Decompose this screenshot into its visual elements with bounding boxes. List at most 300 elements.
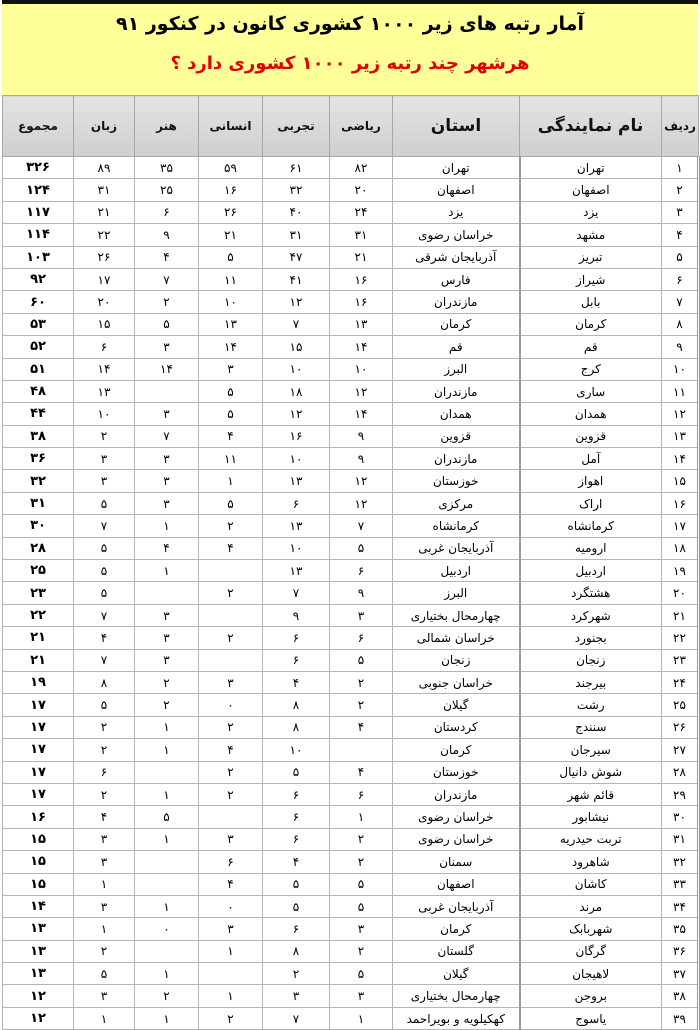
cell-experimental: ۸ <box>263 940 330 962</box>
cell-name: بروجن <box>520 985 662 1007</box>
cell-experimental: ۶ <box>263 828 330 850</box>
cell-language: ۶ <box>74 336 135 358</box>
cell-humanities: ۱ <box>199 985 263 1007</box>
cell-total: ۹۲ <box>3 268 74 290</box>
cell-experimental: ۷ <box>263 582 330 604</box>
cell-province: آذربایجان شرقی <box>393 246 520 268</box>
cell-humanities: ۲ <box>199 515 263 537</box>
cell-idx: ۱۸ <box>662 537 699 559</box>
cell-province: مازندران <box>393 291 520 313</box>
cell-language: ۲۱ <box>74 201 135 223</box>
cell-experimental: ۶ <box>263 492 330 514</box>
cell-experimental: ۷ <box>263 1007 330 1029</box>
cell-province: چهارمحال بختیاری <box>393 985 520 1007</box>
cell-province: چهارمحال بختیاری <box>393 604 520 626</box>
table-row <box>3 694 699 716</box>
cell-language: ۱ <box>74 918 135 940</box>
cell-math: ۲ <box>330 828 393 850</box>
cell-total: ۲۳ <box>3 582 74 604</box>
table-row <box>3 291 699 313</box>
page-title: آمار رتبه های زیر ۱۰۰۰ کشوری کانون در کنکور ۹۱ <box>116 13 584 35</box>
cell-province: اردبیل <box>393 560 520 582</box>
cell-name: بابل <box>520 291 662 313</box>
table-row <box>3 470 699 492</box>
cell-math: ۲ <box>330 851 393 873</box>
cell-experimental: ۶۱ <box>263 157 330 179</box>
cell-idx: ۲۵ <box>662 694 699 716</box>
cell-humanities: ۱۴ <box>199 336 263 358</box>
table-row <box>3 403 699 425</box>
table-row <box>3 604 699 626</box>
cell-humanities: ۵ <box>199 246 263 268</box>
cell-language: ۱۳ <box>74 380 135 402</box>
cell-total: ۴۸ <box>3 380 74 402</box>
cell-language: ۱ <box>74 1007 135 1029</box>
cell-name: یاسوج <box>520 1007 662 1029</box>
header-language: زبان <box>74 96 135 157</box>
cell-experimental: ۱۳ <box>263 560 330 582</box>
cell-art: ۱ <box>135 963 199 985</box>
cell-name: ساری <box>520 380 662 402</box>
table-row <box>3 940 699 962</box>
cell-total: ۱۲ <box>3 985 74 1007</box>
cell-idx: ۳۱ <box>662 828 699 850</box>
cell-experimental: ۶ <box>263 918 330 940</box>
cell-province: مازندران <box>393 380 520 402</box>
cell-province: اصفهان <box>393 873 520 895</box>
cell-experimental: ۱۸ <box>263 380 330 402</box>
cell-art: ۴ <box>135 537 199 559</box>
cell-art: ۳ <box>135 604 199 626</box>
cell-name: آمل <box>520 448 662 470</box>
cell-experimental: ۸ <box>263 694 330 716</box>
table-row <box>3 425 699 447</box>
cell-art: ۷ <box>135 268 199 290</box>
cell-name: تهران <box>520 157 662 179</box>
table-row <box>3 201 699 223</box>
cell-province: آذربایجان غربی <box>393 895 520 917</box>
cell-humanities: ۱۶ <box>199 179 263 201</box>
cell-language: ۲ <box>74 716 135 738</box>
cell-language: ۷ <box>74 649 135 671</box>
cell-name: اردبیل <box>520 560 662 582</box>
cell-total: ۱۷ <box>3 716 74 738</box>
cell-idx: ۶ <box>662 268 699 290</box>
cell-math: ۵ <box>330 895 393 917</box>
cell-experimental: ۴۷ <box>263 246 330 268</box>
cell-language: ۳ <box>74 851 135 873</box>
cell-idx: ۳۶ <box>662 940 699 962</box>
cell-province: سمنان <box>393 851 520 873</box>
cell-name: لاهیجان <box>520 963 662 985</box>
cell-total: ۱۵ <box>3 828 74 850</box>
cell-idx: ۲۳ <box>662 649 699 671</box>
cell-math: ۸۲ <box>330 157 393 179</box>
cell-math: ۲۴ <box>330 201 393 223</box>
cell-math: ۹ <box>330 448 393 470</box>
cell-province: البرز <box>393 358 520 380</box>
cell-idx: ۹ <box>662 336 699 358</box>
cell-total: ۱۵ <box>3 873 74 895</box>
cell-total: ۱۷ <box>3 783 74 805</box>
table-row <box>3 716 699 738</box>
cell-name: کاشان <box>520 873 662 895</box>
cell-province: البرز <box>393 582 520 604</box>
cell-humanities: ۲ <box>199 783 263 805</box>
header-humanities: انسانی <box>199 96 263 157</box>
cell-name: زنجان <box>520 649 662 671</box>
cell-total: ۳۶ <box>3 448 74 470</box>
cell-total: ۱۷ <box>3 739 74 761</box>
cell-experimental: ۱۰ <box>263 537 330 559</box>
cell-math: ۵ <box>330 649 393 671</box>
header-idx: ردیف <box>662 96 699 157</box>
cell-name: رشت <box>520 694 662 716</box>
cell-province: آذربایجان غربی <box>393 537 520 559</box>
cell-total: ۵۲ <box>3 336 74 358</box>
cell-language: ۳ <box>74 448 135 470</box>
cell-language: ۴ <box>74 627 135 649</box>
cell-math: ۵ <box>330 963 393 985</box>
cell-total: ۱۶ <box>3 806 74 828</box>
cell-total: ۵۱ <box>3 358 74 380</box>
cell-name: شهربابک <box>520 918 662 940</box>
cell-experimental: ۱۵ <box>263 336 330 358</box>
table-row <box>3 358 699 380</box>
cell-math: ۳ <box>330 918 393 940</box>
cell-language: ۲ <box>74 739 135 761</box>
cell-language: ۵ <box>74 963 135 985</box>
cell-math: ۶ <box>330 560 393 582</box>
cell-math: ۲۱ <box>330 246 393 268</box>
cell-language: ۵ <box>74 582 135 604</box>
cell-art: ۲ <box>135 671 199 693</box>
cell-name: تربت حیدریه <box>520 828 662 850</box>
cell-humanities: ۳ <box>199 358 263 380</box>
cell-name: کرمان <box>520 313 662 335</box>
cell-province: خراسان جنوبی <box>393 671 520 693</box>
cell-humanities <box>199 604 263 626</box>
table-row <box>3 313 699 335</box>
cell-art: ۱ <box>135 739 199 761</box>
cell-name: تبریز <box>520 246 662 268</box>
cell-art: ۳ <box>135 470 199 492</box>
cell-name: بجنورد <box>520 627 662 649</box>
cell-art: ۱ <box>135 828 199 850</box>
cell-name: اصفهان <box>520 179 662 201</box>
cell-experimental: ۶ <box>263 649 330 671</box>
cell-idx: ۲۰ <box>662 582 699 604</box>
cell-idx: ۳۲ <box>662 851 699 873</box>
cell-province: تهران <box>393 157 520 179</box>
cell-province: گیلان <box>393 963 520 985</box>
cell-province: اصفهان <box>393 179 520 201</box>
cell-art: ۰ <box>135 918 199 940</box>
cell-total: ۱۰۳ <box>3 246 74 268</box>
cell-humanities: ۵ <box>199 380 263 402</box>
cell-idx: ۱۱ <box>662 380 699 402</box>
cell-art: ۱ <box>135 783 199 805</box>
cell-name: مرند <box>520 895 662 917</box>
cell-experimental: ۳۱ <box>263 224 330 246</box>
cell-experimental: ۱۰ <box>263 358 330 380</box>
cell-province: خوزستان <box>393 470 520 492</box>
cell-language: ۱۷ <box>74 268 135 290</box>
table-row <box>3 179 699 201</box>
cell-experimental: ۵ <box>263 895 330 917</box>
cell-art <box>135 380 199 402</box>
cell-total: ۱۹ <box>3 671 74 693</box>
cell-experimental: ۱۲ <box>263 403 330 425</box>
cell-math: ۶ <box>330 783 393 805</box>
table-row <box>3 448 699 470</box>
cell-idx: ۳۵ <box>662 918 699 940</box>
table-body <box>3 157 699 1030</box>
cell-humanities: ۵۹ <box>199 157 263 179</box>
cell-art <box>135 851 199 873</box>
cell-province: کرمان <box>393 739 520 761</box>
cell-idx: ۳ <box>662 201 699 223</box>
cell-idx: ۷ <box>662 291 699 313</box>
cell-humanities: ۱۰ <box>199 291 263 313</box>
cell-math: ۱۶ <box>330 268 393 290</box>
cell-humanities: ۴ <box>199 739 263 761</box>
cell-name: قزوین <box>520 425 662 447</box>
cell-idx: ۱۳ <box>662 425 699 447</box>
header-province: استان <box>393 96 520 157</box>
header-art: هنر <box>135 96 199 157</box>
table-row <box>3 157 699 179</box>
cell-idx: ۱۰ <box>662 358 699 380</box>
cell-province: مازندران <box>393 448 520 470</box>
cell-idx: ۲۱ <box>662 604 699 626</box>
cell-language: ۵ <box>74 560 135 582</box>
table-row <box>3 985 699 1007</box>
table-row <box>3 380 699 402</box>
cell-humanities: ۲ <box>199 761 263 783</box>
cell-total: ۱۱۷ <box>3 201 74 223</box>
cell-art: ۱ <box>135 1007 199 1029</box>
cell-idx: ۲ <box>662 179 699 201</box>
table-row <box>3 1007 699 1029</box>
cell-humanities: ۲ <box>199 627 263 649</box>
table-row <box>3 873 699 895</box>
ranking-table <box>2 95 700 1030</box>
cell-language: ۲۰ <box>74 291 135 313</box>
cell-name: قائم شهر <box>520 783 662 805</box>
cell-total: ۱۲ <box>3 1007 74 1029</box>
table-row <box>3 537 699 559</box>
cell-experimental: ۴۰ <box>263 201 330 223</box>
table-row <box>3 918 699 940</box>
cell-name: شوش دانیال <box>520 761 662 783</box>
cell-experimental: ۱۶ <box>263 425 330 447</box>
cell-total: ۶۰ <box>3 291 74 313</box>
cell-experimental: ۴۱ <box>263 268 330 290</box>
table-row <box>3 515 699 537</box>
cell-humanities <box>199 649 263 671</box>
cell-humanities: ۱۱ <box>199 448 263 470</box>
table-row <box>3 560 699 582</box>
cell-total: ۲۲ <box>3 604 74 626</box>
cell-total: ۱۳ <box>3 918 74 940</box>
table-row <box>3 627 699 649</box>
cell-idx: ۱۷ <box>662 515 699 537</box>
cell-idx: ۱ <box>662 157 699 179</box>
cell-humanities: ۴ <box>199 537 263 559</box>
cell-art: ۶ <box>135 201 199 223</box>
cell-name: شاهرود <box>520 851 662 873</box>
table-row <box>3 828 699 850</box>
table-row <box>3 492 699 514</box>
cell-idx: ۴ <box>662 224 699 246</box>
cell-art: ۱۴ <box>135 358 199 380</box>
cell-art: ۹ <box>135 224 199 246</box>
cell-name: اهواز <box>520 470 662 492</box>
cell-name: هشتگرد <box>520 582 662 604</box>
table-row <box>3 582 699 604</box>
cell-idx: ۲۷ <box>662 739 699 761</box>
cell-province: کرمان <box>393 918 520 940</box>
cell-math: ۶ <box>330 627 393 649</box>
cell-experimental: ۱۲ <box>263 291 330 313</box>
cell-math: ۱۲ <box>330 470 393 492</box>
cell-total: ۵۳ <box>3 313 74 335</box>
cell-idx: ۲۸ <box>662 761 699 783</box>
cell-language: ۵ <box>74 492 135 514</box>
cell-experimental: ۶ <box>263 627 330 649</box>
header-row <box>3 96 699 157</box>
cell-art: ۱ <box>135 716 199 738</box>
cell-name: مشهد <box>520 224 662 246</box>
cell-art: ۵ <box>135 313 199 335</box>
table-row <box>3 895 699 917</box>
cell-math: ۳ <box>330 604 393 626</box>
cell-province: خوزستان <box>393 761 520 783</box>
cell-name: بیرجند <box>520 671 662 693</box>
table-row <box>3 739 699 761</box>
header-name: نام نمایندگی <box>520 96 662 157</box>
cell-experimental: ۶ <box>263 806 330 828</box>
cell-experimental: ۴ <box>263 851 330 873</box>
cell-total: ۴۴ <box>3 403 74 425</box>
cell-language: ۷ <box>74 604 135 626</box>
cell-province: یزد <box>393 201 520 223</box>
cell-humanities: ۱ <box>199 470 263 492</box>
cell-language: ۵ <box>74 537 135 559</box>
title-banner <box>2 0 698 102</box>
cell-language: ۲ <box>74 940 135 962</box>
cell-language: ۷ <box>74 515 135 537</box>
cell-art <box>135 761 199 783</box>
cell-humanities: ۳ <box>199 828 263 850</box>
cell-humanities: ۰ <box>199 694 263 716</box>
cell-art: ۳ <box>135 627 199 649</box>
cell-humanities: ۱۳ <box>199 313 263 335</box>
cell-art: ۳ <box>135 492 199 514</box>
cell-province: گیلان <box>393 694 520 716</box>
cell-name: کرج <box>520 358 662 380</box>
cell-language: ۴ <box>74 806 135 828</box>
cell-name: اراک <box>520 492 662 514</box>
cell-humanities: ۵ <box>199 403 263 425</box>
cell-name: یزد <box>520 201 662 223</box>
header-total: مجموع <box>3 96 74 157</box>
table-row <box>3 671 699 693</box>
cell-humanities: ۱۱ <box>199 268 263 290</box>
cell-experimental: ۶ <box>263 783 330 805</box>
cell-province: خراسان رضوی <box>393 224 520 246</box>
cell-art: ۲ <box>135 985 199 1007</box>
cell-art: ۴ <box>135 246 199 268</box>
cell-experimental: ۱۳ <box>263 515 330 537</box>
cell-total: ۱۱۴ <box>3 224 74 246</box>
cell-math: ۵ <box>330 873 393 895</box>
cell-total: ۱۷ <box>3 694 74 716</box>
cell-math: ۱۰ <box>330 358 393 380</box>
cell-language: ۳۱ <box>74 179 135 201</box>
cell-art: ۱ <box>135 895 199 917</box>
table-row <box>3 963 699 985</box>
cell-math: ۲۰ <box>330 179 393 201</box>
cell-total: ۱۲۴ <box>3 179 74 201</box>
cell-experimental: ۳ <box>263 985 330 1007</box>
cell-math: ۱۲ <box>330 380 393 402</box>
header-experimental: تجربی <box>263 96 330 157</box>
cell-name: شیراز <box>520 268 662 290</box>
cell-language: ۱ <box>74 873 135 895</box>
table-row <box>3 761 699 783</box>
cell-idx: ۳۴ <box>662 895 699 917</box>
cell-language: ۱۵ <box>74 313 135 335</box>
cell-total: ۲۱ <box>3 649 74 671</box>
cell-idx: ۳۳ <box>662 873 699 895</box>
cell-idx: ۳۹ <box>662 1007 699 1029</box>
cell-language: ۳ <box>74 828 135 850</box>
cell-math: ۲ <box>330 694 393 716</box>
cell-math: ۳۱ <box>330 224 393 246</box>
cell-total: ۲۵ <box>3 560 74 582</box>
cell-language: ۸۹ <box>74 157 135 179</box>
cell-province: گلستان <box>393 940 520 962</box>
cell-humanities <box>199 963 263 985</box>
cell-art: ۲ <box>135 694 199 716</box>
cell-humanities: ۳ <box>199 671 263 693</box>
cell-name: ارومیه <box>520 537 662 559</box>
cell-math: ۱۲ <box>330 492 393 514</box>
cell-language: ۳ <box>74 895 135 917</box>
cell-name: گرگان <box>520 940 662 962</box>
cell-art <box>135 873 199 895</box>
cell-province: زنجان <box>393 649 520 671</box>
cell-idx: ۲۹ <box>662 783 699 805</box>
cell-art: ۳ <box>135 448 199 470</box>
cell-name: شهرکرد <box>520 604 662 626</box>
table-row <box>3 806 699 828</box>
cell-idx: ۲۴ <box>662 671 699 693</box>
cell-math: ۳ <box>330 985 393 1007</box>
cell-math: ۱۴ <box>330 403 393 425</box>
cell-language: ۶ <box>74 761 135 783</box>
cell-province: کهکیلویه و بویراحمد <box>393 1007 520 1029</box>
table-row <box>3 268 699 290</box>
cell-humanities: ۰ <box>199 895 263 917</box>
cell-province: همدان <box>393 403 520 425</box>
cell-total: ۳۸ <box>3 425 74 447</box>
cell-language: ۲۶ <box>74 246 135 268</box>
cell-province: کردستان <box>393 716 520 738</box>
cell-province: فارس <box>393 268 520 290</box>
